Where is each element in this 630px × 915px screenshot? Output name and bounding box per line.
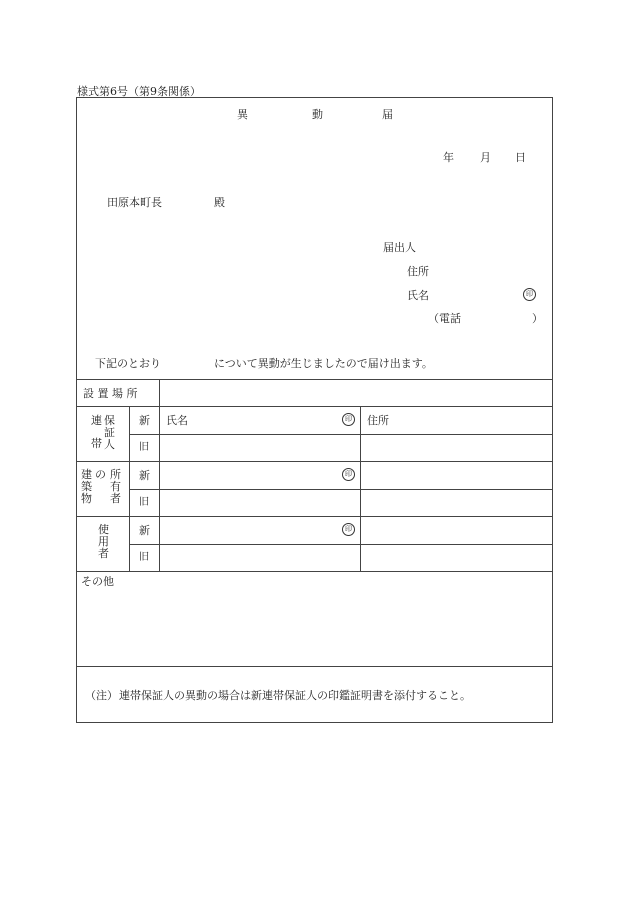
rule-label-divider <box>129 406 130 571</box>
title-char-2: 動 <box>312 108 323 121</box>
guarantor-name-label: 氏名 <box>166 414 188 427</box>
owner-old-label: 旧 <box>139 497 149 508</box>
seal-icon: 印 <box>523 288 536 301</box>
location-label: 設 置 場 所 <box>83 387 138 400</box>
form-number: 様式第6号（第9条関係） <box>77 85 201 98</box>
guarantor-label-char: 連 <box>91 414 102 427</box>
guarantor-label-char: 人 <box>104 438 115 451</box>
note-mark: （注） <box>85 689 118 702</box>
owner-label-char: の <box>95 468 106 481</box>
owner-label-col2 <box>95 469 106 481</box>
seal-icon: 印 <box>342 413 355 426</box>
guarantor-old-label: 旧 <box>139 442 149 453</box>
owner-label-char: 有 <box>110 480 121 493</box>
owner-label-char: 物 <box>81 492 92 505</box>
owner-label-col3 <box>110 469 121 505</box>
note-text: 連帯保証人の異動の場合は新連帯保証人の印鑑証明書を添付すること。 <box>119 689 471 702</box>
rule-user-bottom <box>77 571 552 572</box>
rule-user-mid <box>129 544 552 545</box>
rule-other-bottom <box>77 666 552 667</box>
date-year: 年 <box>443 151 454 164</box>
user-label-char: 者 <box>98 547 109 560</box>
owner-label-char: 所 <box>110 468 121 481</box>
title-char-3: 届 <box>382 108 393 121</box>
owner-label-col1 <box>81 469 92 505</box>
applicant-address-label: 住所 <box>407 265 429 278</box>
statement-suffix: について異動が生じましたので届け出ます。 <box>214 357 433 370</box>
seal-icon: 印 <box>342 523 355 536</box>
user-new-label: 新 <box>139 524 150 537</box>
rule-guarantor-bottom <box>77 461 552 462</box>
guarantor-label-col1 <box>91 415 102 450</box>
other-label: その他 <box>81 575 114 588</box>
date-day: 日 <box>515 151 526 164</box>
seal-icon: 印 <box>342 468 355 481</box>
applicant-phone-open: （電話 <box>428 312 461 325</box>
rule-table-top <box>77 379 552 380</box>
user-label-char: 使 <box>98 523 109 536</box>
owner-label-char: 築 <box>81 480 92 493</box>
rule-guarantor-mid <box>129 434 552 435</box>
rule-owner-mid <box>129 489 552 490</box>
guarantor-address-label: 住所 <box>367 414 389 427</box>
rule-location-divider <box>159 379 160 406</box>
user-label-char: 用 <box>98 535 109 548</box>
statement-prefix: 下記のとおり <box>95 357 161 370</box>
guarantor-label-col2 <box>104 415 115 451</box>
form-frame <box>76 97 553 723</box>
addressee-suffix: 殿 <box>214 196 225 209</box>
title-char-1: 異 <box>237 108 248 121</box>
guarantor-new-label: 新 <box>139 414 150 427</box>
owner-new-label: 新 <box>139 469 150 482</box>
applicant-phone-close: ） <box>532 312 543 325</box>
guarantor-label-char: 保 <box>104 414 115 427</box>
rule-owner-bottom <box>77 516 552 517</box>
applicant-heading: 届出人 <box>383 241 416 254</box>
owner-label-char: 者 <box>110 492 121 505</box>
guarantor-label-char: 証 <box>104 426 115 439</box>
date-month: 月 <box>480 151 491 164</box>
rule-newold-divider <box>159 406 160 571</box>
rule-location-bottom <box>77 406 552 407</box>
applicant-name-label: 氏名 <box>407 289 429 302</box>
addressee-name: 田原本町長 <box>107 196 162 209</box>
user-old-label: 旧 <box>139 552 149 563</box>
guarantor-label-char: 帯 <box>91 437 102 450</box>
user-label <box>98 524 109 560</box>
owner-label-char: 建 <box>81 468 92 481</box>
rule-name-address-divider <box>360 406 361 571</box>
